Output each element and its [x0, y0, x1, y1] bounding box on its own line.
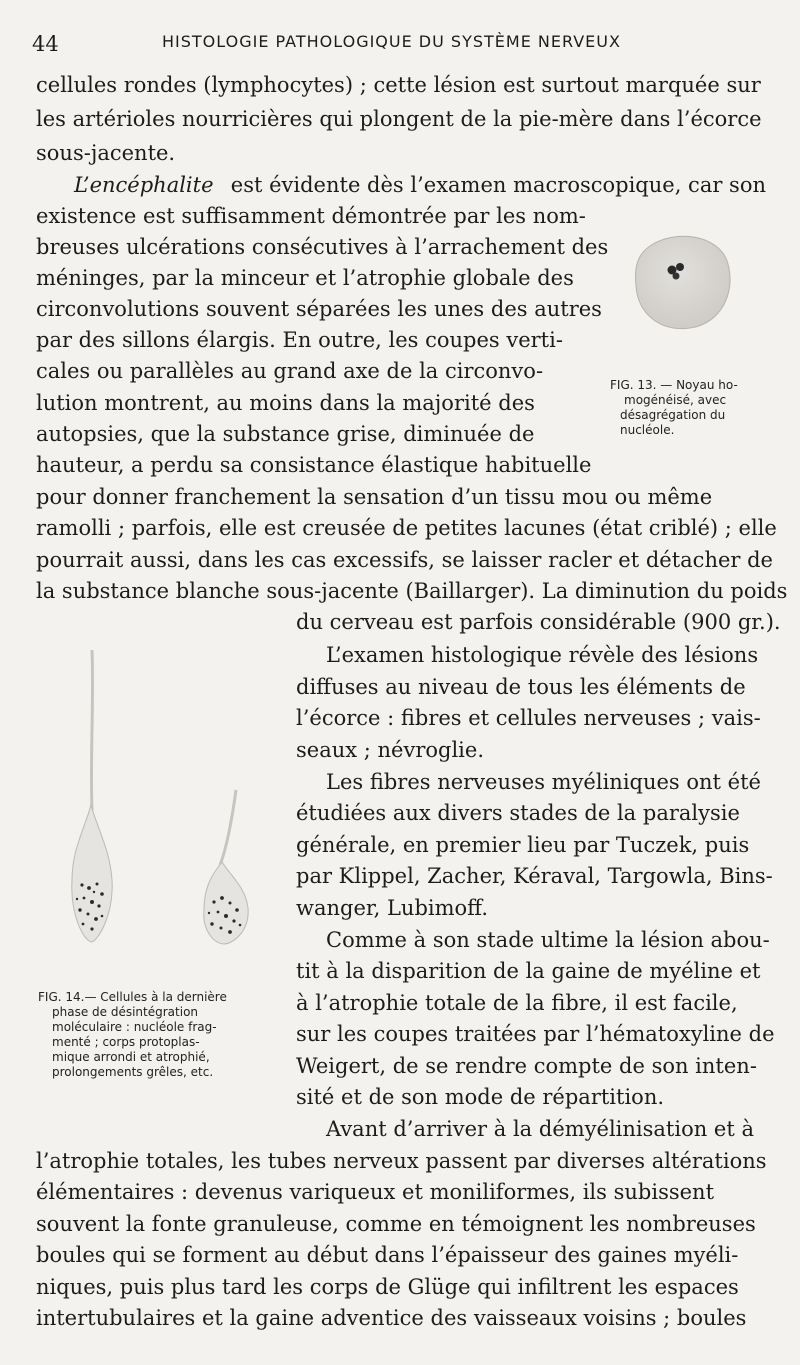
italic-term: L’encéphalite	[74, 173, 214, 197]
text-line: cellules rondes (lymphocytes) ; cette lésion est surtout marquée sur	[36, 73, 761, 97]
running-head: HISTOLOGIE PATHOLOGIQUE DU SYSTÈME NERVEUX	[162, 32, 621, 51]
text-line: circonvolutions souvent séparées les unes des autres	[36, 297, 602, 321]
text-line: tit à la disparition de la gaine de myéline et	[296, 959, 761, 983]
figure-13-caption	[610, 378, 770, 438]
page-header	[32, 28, 772, 56]
caption-line: FIG. 14.— Cellules à la dernière	[38, 990, 227, 1004]
text-line: l’atrophie totales, les tubes nerveux passent par diverses altérations	[36, 1149, 767, 1173]
text-line: sité et de son mode de répartition.	[296, 1085, 665, 1109]
text-line: méninges, par la minceur et l’atrophie globale des	[36, 266, 574, 290]
figure-13-illustration	[620, 224, 740, 344]
text-line: autopsies, que la substance grise, diminuée de	[36, 422, 535, 446]
text-line: seaux ; névroglie.	[296, 738, 484, 762]
figure-14-illustration	[36, 640, 276, 960]
text-line: pourrait aussi, dans les cas excessifs, se laisser racler et détacher de	[36, 548, 773, 572]
text-line: Weigert, de se rendre compte de son inten-	[296, 1054, 757, 1078]
text-line: sur les coupes traitées par l’hématoxyline de	[296, 1022, 775, 1046]
text-line: générale, en premier lieu par Tuczek, puis	[296, 833, 750, 857]
text-line: à l’atrophie totale de la fibre, il est facile,	[296, 991, 738, 1015]
text-line: boules qui se forment au début dans l’épaisseur des gaines myéli-	[36, 1243, 739, 1267]
text-line-rest: est évidente dès l’examen macroscopique, car son	[230, 173, 766, 197]
text-line: Comme à son stade ultime la lésion abou-	[326, 928, 770, 952]
caption-line: désagrégation du	[620, 408, 726, 422]
text-line: L’examen histologique révèle des lésions	[326, 643, 759, 667]
caption-line: prolongements grêles, etc.	[52, 1065, 214, 1079]
text-line: Avant d’arriver à la démyélinisation et à	[326, 1117, 754, 1141]
caption-line: mique arrondi et atrophié,	[52, 1050, 210, 1064]
text-line: par des sillons élargis. En outre, les coupes verti-	[36, 328, 563, 352]
text-line: wanger, Lubimoff.	[296, 896, 489, 920]
caption-line: moléculaire : nucléole frag-	[52, 1020, 217, 1034]
text-line: du cerveau est parfois considérable (900 gr.).	[296, 610, 781, 634]
text-line: élémentaires : devenus variqueux et moniliformes, ils subissent	[36, 1180, 715, 1204]
text-line: étudiées aux divers stades de la paralysie	[296, 801, 740, 825]
text-line: l’écorce : fibres et cellules nerveuses ; vais-	[296, 706, 761, 730]
text-line: diffuses au niveau de tous les éléments de	[296, 675, 746, 699]
text-line: hauteur, a perdu sa consistance élastique habituelle	[36, 453, 592, 477]
figure-14-caption	[38, 990, 278, 1080]
text-line: les artérioles nourricières qui plongent de la pie-mère dans l’écorce	[36, 107, 762, 131]
text-line: ramolli ; parfois, elle est creusée de petites lacunes (état criblé) ; elle	[36, 516, 777, 540]
caption-line: FIG. 13. — Noyau ho-	[610, 378, 738, 392]
text-line: cales ou parallèles au grand axe de la circonvo-	[36, 359, 544, 383]
text-line: par Klippel, Zacher, Kéraval, Targowla, Bins-	[296, 864, 773, 888]
text-line: la substance blanche sous-jacente (Baillarger). La diminution du poids	[36, 579, 788, 603]
text-line: intertubulaires et la gaine adventice des vaisseaux voisins ; boules	[36, 1306, 747, 1330]
text-line: lution montrent, au moins dans la majorité des	[36, 391, 535, 415]
text-line	[74, 170, 766, 202]
caption-line: menté ; corps protoplas-	[52, 1035, 200, 1049]
text-line: existence est suffisamment démontrée par les nom-	[36, 204, 586, 228]
caption-line: nucléole.	[620, 423, 675, 437]
text-line: pour donner franchement la sensation d’un tissu mou ou même	[36, 485, 713, 509]
text-line: niques, puis plus tard les corps de Glüge qui infiltrent les espaces	[36, 1275, 739, 1299]
caption-line: phase de désintégration	[52, 1005, 199, 1019]
text-line: Les fibres nerveuses myéliniques ont été	[326, 770, 761, 794]
text-line: breuses ulcérations consécutives à l’arrachement des	[36, 235, 609, 259]
page-number: 44	[32, 32, 59, 56]
text-line: souvent la fonte granuleuse, comme en témoignent les nombreuses	[36, 1212, 756, 1236]
text-line: sous-jacente.	[36, 141, 176, 165]
caption-line: mogénéisé, avec	[624, 393, 727, 407]
